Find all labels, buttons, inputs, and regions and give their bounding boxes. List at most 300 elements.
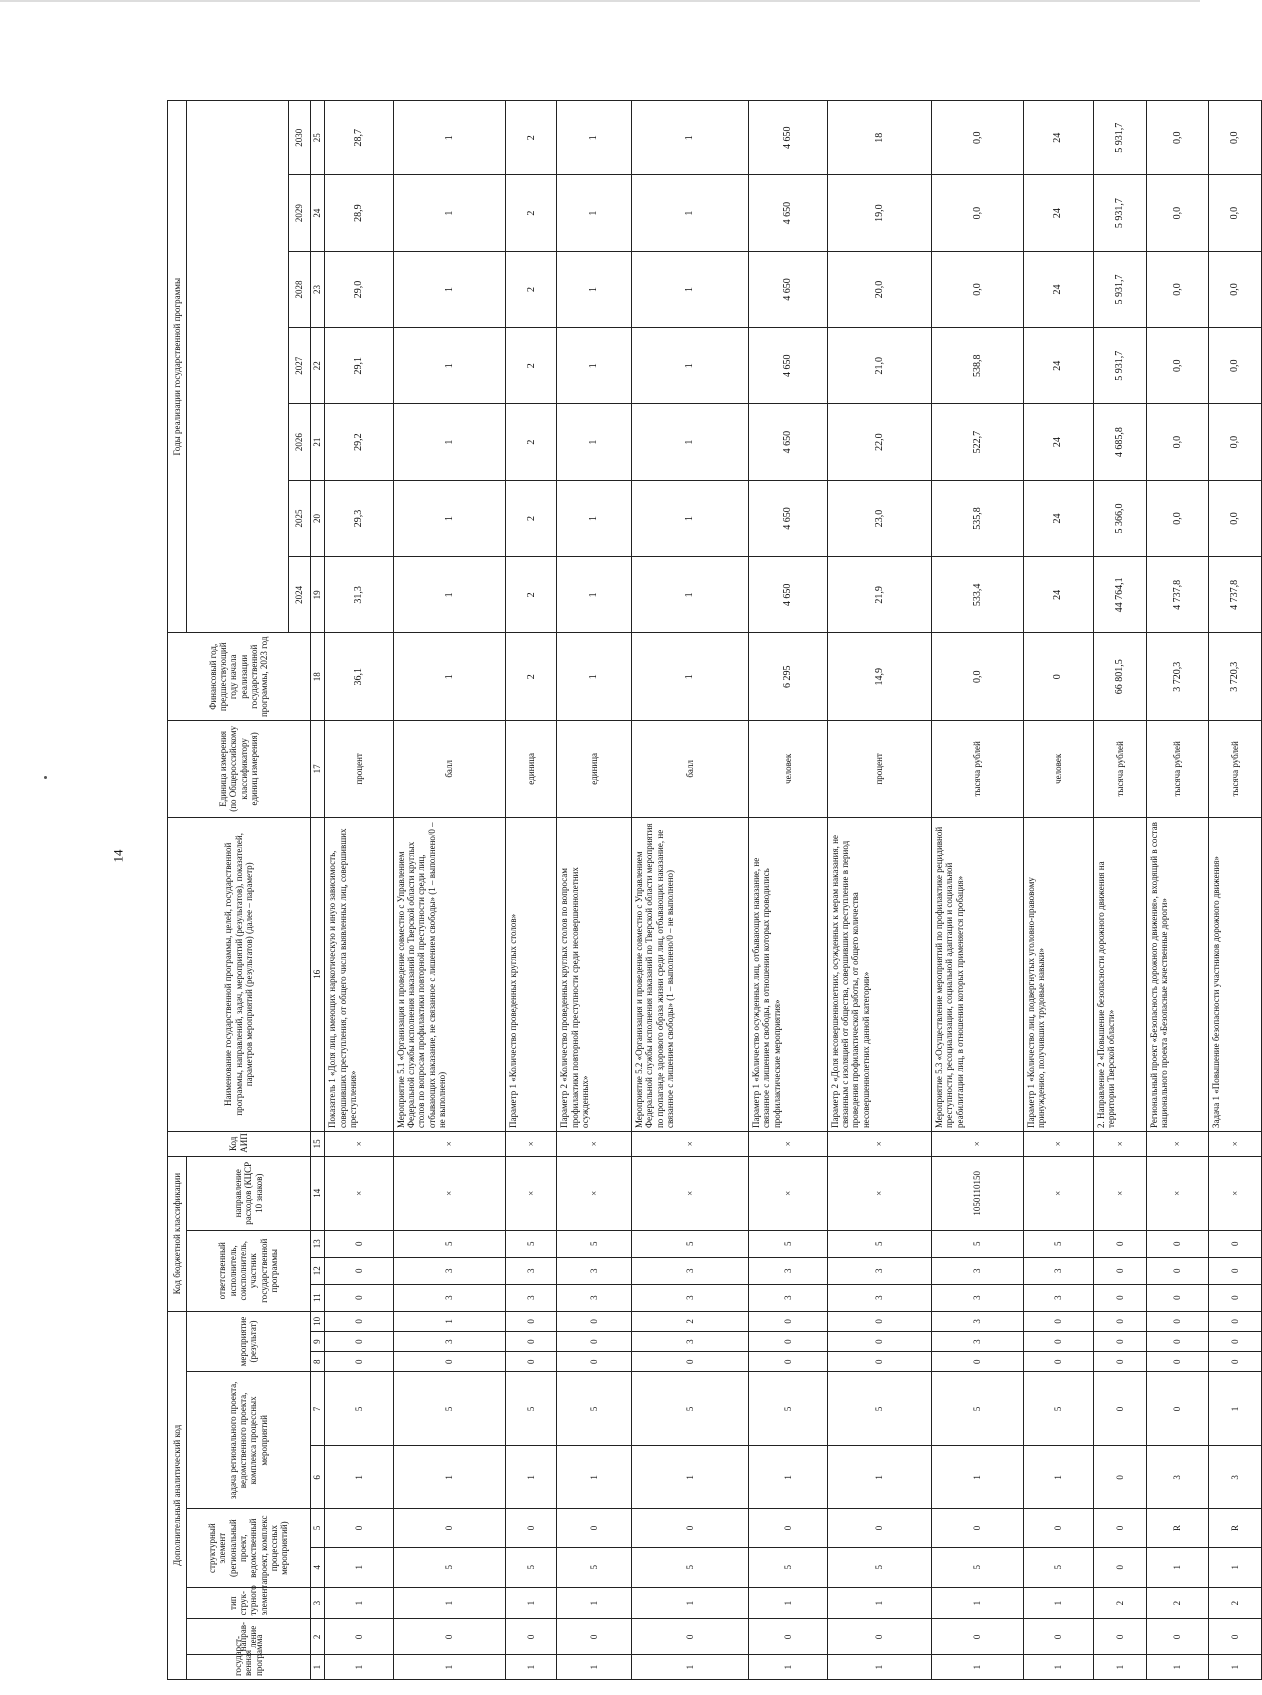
unit-cell: тысяча рублей (932, 721, 1024, 818)
code-cell: 1 (325, 1587, 393, 1618)
item-name-cell: Параметр 2 «Количество проведенных круглых столов по вопросам профилактики повторной преступности среди несовершеннолетних осужденных» (557, 817, 631, 1131)
code-cell: 3 (1023, 1257, 1093, 1284)
table-row (748, 101, 827, 1680)
code-cell: 0 (1208, 1311, 1261, 1331)
year-value-cell: 24 (1023, 175, 1093, 251)
year-value-cell: 0,0 (1208, 251, 1261, 327)
code-cell: 0 (1146, 1331, 1208, 1351)
year-value-cell: 1 (631, 557, 748, 633)
code-cell: × (1093, 1156, 1146, 1230)
code-cell: 0 (631, 1619, 748, 1655)
year-value-cell: 0,0 (1146, 328, 1208, 404)
code-cell: 0 (1093, 1372, 1146, 1446)
code-cell: 0 (748, 1619, 827, 1655)
code-cell: 0 (1208, 1257, 1261, 1284)
code-cell: × (932, 1132, 1024, 1157)
code-cell: 1 (827, 1587, 931, 1618)
code-cell: 1 (1093, 1655, 1146, 1680)
code-cell: 3 (1023, 1284, 1093, 1311)
column-number: 22 (310, 328, 325, 404)
code-cell: 0 (506, 1352, 557, 1372)
code-cell: 0 (827, 1619, 931, 1655)
unit-cell: человек (1023, 721, 1093, 818)
unit-cell: балл (631, 721, 748, 818)
table-row (506, 101, 557, 1680)
code-cell: 0 (557, 1509, 631, 1547)
code-cell: 1 (1023, 1446, 1093, 1509)
header-additional-code: Дополнительный аналитический код (168, 1311, 187, 1679)
year-value-cell: 1 (631, 101, 748, 175)
year-value-cell: 1 (631, 480, 748, 556)
code-cell: 1 (393, 1587, 506, 1618)
year-value-cell: 21,0 (827, 328, 931, 404)
year-value-cell: 4 650 (748, 480, 827, 556)
code-cell: 3 (631, 1257, 748, 1284)
year-value-cell: 1 (393, 480, 506, 556)
unit-cell: процент (325, 721, 393, 818)
year-value-cell: 0,0 (1146, 480, 1208, 556)
unit-cell: процент (827, 721, 931, 818)
code-cell: 5 (1023, 1547, 1093, 1587)
item-name-cell: Показатель 1 «Доля лиц, имеющих наркотическую и иную зависимость, совершивших преступления, от общего числа выявленных лиц, совершивших преступления» (325, 817, 393, 1131)
code-cell: 1 (506, 1446, 557, 1509)
unit-cell: тысяча рублей (1208, 721, 1261, 818)
code-cell: 5 (325, 1372, 393, 1446)
unit-cell: тысяча рублей (1146, 721, 1208, 818)
header-year: 2024 (289, 557, 310, 633)
year-value-cell: 1 (557, 557, 631, 633)
header-year: 2026 (289, 404, 310, 480)
code-cell: 0 (827, 1311, 931, 1331)
rotated-page-content (167, 100, 1262, 1680)
code-cell: × (631, 1156, 748, 1230)
code-cell: 0 (1093, 1619, 1146, 1655)
year-value-cell: 1 (631, 404, 748, 480)
year-value-cell: 0,0 (1146, 404, 1208, 480)
code-cell: 3 (932, 1284, 1024, 1311)
header-task: задача регионального проекта, ведомственного проекта, комплекса процессных мероприятий (187, 1372, 310, 1509)
column-number: 8 (310, 1352, 325, 1372)
code-cell: 5 (631, 1372, 748, 1446)
code-cell: × (1146, 1132, 1208, 1157)
column-number: 21 (310, 404, 325, 480)
year-value-cell: 31,3 (325, 557, 393, 633)
code-cell: 1 (1146, 1655, 1208, 1680)
item-name-cell: Мероприятие 5.3 «Осуществление мероприятий по профилактике рецидивной преступности, ресоциализации, социальной адаптации и социальной реабилитации лиц, в отношении которых применяется пробация» (932, 817, 1024, 1131)
code-cell: × (506, 1132, 557, 1157)
code-cell: 1 (1023, 1587, 1093, 1618)
item-name-cell: Мероприятие 5.1 «Организация и проведение совместно с Управлением Федеральной службы исполнения наказаний по Тверской области круглых столов по вопросам профилактики повторной преступности среди лиц, отбывающих наказание, не связанное с лишением свободы» (1 – выполнено/0 – не выполнено) (393, 817, 506, 1131)
table-row (393, 101, 506, 1680)
code-cell: 5 (393, 1230, 506, 1257)
header-year: 2029 (289, 175, 310, 251)
year-value-cell: 29,0 (325, 251, 393, 327)
code-cell: 0 (1208, 1284, 1261, 1311)
header-event: мероприятие (результат) (187, 1311, 310, 1372)
code-cell: 2 (1146, 1587, 1208, 1618)
year-value-cell: 24 (1023, 101, 1093, 175)
column-number: 15 (310, 1132, 325, 1157)
code-cell: 5 (932, 1547, 1024, 1587)
year-value-cell: 535,8 (932, 480, 1024, 556)
year-value-cell: 18 (827, 101, 931, 175)
code-cell: × (325, 1156, 393, 1230)
code-cell: 5 (393, 1547, 506, 1587)
code-cell: 3 (393, 1331, 506, 1351)
year-value-cell: 1 (557, 175, 631, 251)
column-number: 13 (310, 1230, 325, 1257)
column-number: 4 (310, 1547, 325, 1587)
base-year-value-cell: 1 (631, 633, 748, 721)
year-value-cell: 538,8 (932, 328, 1024, 404)
code-cell: 3 (932, 1311, 1024, 1331)
year-value-cell: 5 931,7 (1093, 101, 1146, 175)
year-value-cell: 1 (393, 251, 506, 327)
year-value-cell: 2 (506, 404, 557, 480)
year-value-cell: 29,3 (325, 480, 393, 556)
base-year-value-cell: 1 (557, 633, 631, 721)
header-base-year: Финансовый год, предшествующий году начала реализации государственной программы, 2023 год (168, 633, 311, 721)
code-cell: × (748, 1156, 827, 1230)
unit-cell: единица (557, 721, 631, 818)
year-value-cell: 4 685,8 (1093, 404, 1146, 480)
header-apt-code: Код АИП (168, 1132, 311, 1157)
code-cell: 0 (506, 1509, 557, 1547)
year-value-cell: 29,2 (325, 404, 393, 480)
column-number: 7 (310, 1372, 325, 1446)
table-row (325, 101, 393, 1680)
code-cell: 3 (557, 1284, 631, 1311)
year-value-cell: 24 (1023, 480, 1093, 556)
year-value-cell: 0,0 (1146, 175, 1208, 251)
code-cell: 0 (1023, 1509, 1093, 1547)
code-cell: 5 (506, 1547, 557, 1587)
column-number: 17 (310, 721, 325, 818)
base-year-value-cell: 3 720,3 (1146, 633, 1208, 721)
item-name-cell: Параметр 1 «Количество проведенных круглых столов» (506, 817, 557, 1131)
code-cell: 5 (393, 1372, 506, 1446)
code-cell: 1 (557, 1587, 631, 1618)
code-cell: 0 (1023, 1311, 1093, 1331)
year-value-cell: 0,0 (932, 251, 1024, 327)
year-value-cell: 1 (393, 404, 506, 480)
header-struct-element: структурный элемент (региональный проект, ведомственный проект, комплекс процессных мероприятий) (187, 1509, 310, 1588)
code-cell: × (393, 1132, 506, 1157)
code-cell: 0 (393, 1509, 506, 1547)
code-cell: 0 (932, 1509, 1024, 1547)
code-cell: 1 (1208, 1547, 1261, 1587)
code-cell: 0 (1093, 1311, 1146, 1331)
code-cell: 1 (1208, 1372, 1261, 1446)
code-cell: 1 (932, 1587, 1024, 1618)
code-cell: 5 (631, 1547, 748, 1587)
code-cell: 0 (1093, 1230, 1146, 1257)
year-value-cell: 2 (506, 480, 557, 556)
code-cell: 5 (748, 1372, 827, 1446)
year-value-cell: 28,9 (325, 175, 393, 251)
column-number: 14 (310, 1156, 325, 1230)
header-struct-type: тип струк-турного элемента (187, 1587, 310, 1618)
year-value-cell: 22,0 (827, 404, 931, 480)
year-value-cell: 5 366,0 (1093, 480, 1146, 556)
table-row (557, 101, 631, 1680)
code-cell: 1 (557, 1655, 631, 1680)
code-cell: 1 (1023, 1655, 1093, 1680)
code-cell: 5 (506, 1372, 557, 1446)
code-cell: 1 (325, 1446, 393, 1509)
code-cell: 0 (932, 1352, 1024, 1372)
base-year-value-cell: 2 (506, 633, 557, 721)
code-cell: 3 (557, 1257, 631, 1284)
code-cell: 0 (827, 1509, 931, 1547)
year-value-cell: 1 (393, 101, 506, 175)
code-cell: 3 (506, 1257, 557, 1284)
code-cell: 1 (557, 1446, 631, 1509)
code-cell: × (631, 1132, 748, 1157)
code-cell: 0 (325, 1284, 393, 1311)
code-cell: 0 (631, 1352, 748, 1372)
year-value-cell: 0,0 (1208, 328, 1261, 404)
code-cell: R (1146, 1509, 1208, 1547)
code-cell: 0 (506, 1331, 557, 1351)
code-cell: 0 (1208, 1352, 1261, 1372)
year-value-cell: 1 (393, 557, 506, 633)
code-cell: 0 (325, 1352, 393, 1372)
year-value-cell: 0,0 (932, 175, 1024, 251)
code-cell: 0 (1023, 1619, 1093, 1655)
year-value-cell: 19,0 (827, 175, 931, 251)
code-cell: 2 (631, 1311, 748, 1331)
year-value-cell: 4 650 (748, 328, 827, 404)
column-number: 3 (310, 1587, 325, 1618)
code-cell: 0 (1146, 1311, 1208, 1331)
base-year-value-cell: 36,1 (325, 633, 393, 721)
code-cell: × (557, 1156, 631, 1230)
base-year-value-cell: 66 801,5 (1093, 633, 1146, 721)
code-cell: 1 (631, 1446, 748, 1509)
code-cell: 1 (748, 1587, 827, 1618)
code-cell: 0 (557, 1619, 631, 1655)
code-cell: 1 (506, 1587, 557, 1618)
code-cell: 3 (1146, 1446, 1208, 1509)
code-cell: 0 (1208, 1230, 1261, 1257)
code-cell: 0 (1146, 1284, 1208, 1311)
table-row (1093, 101, 1146, 1680)
code-cell: 1 (932, 1655, 1024, 1680)
column-number: 16 (310, 817, 325, 1131)
code-cell: 0 (748, 1311, 827, 1331)
column-number: 12 (310, 1257, 325, 1284)
code-cell: 0 (1093, 1547, 1146, 1587)
code-cell: 0 (557, 1331, 631, 1351)
code-cell: 5 (827, 1230, 931, 1257)
code-cell: 3 (631, 1331, 748, 1351)
year-value-cell: 1 (557, 480, 631, 556)
code-cell: 3 (506, 1284, 557, 1311)
column-number: 9 (310, 1331, 325, 1351)
header-gov-program: государст-венная программа (187, 1655, 310, 1680)
column-number: 19 (310, 557, 325, 633)
code-cell: 0 (325, 1619, 393, 1655)
year-value-cell: 0,0 (1146, 101, 1208, 175)
program-table (167, 100, 1262, 1680)
header-name: Наименование государственной программы, целей, государственной программы, направлений, задач, мероприятий (результатов), показателей, параметров мероприятий (результатов) (далее – параметр) (168, 817, 311, 1131)
code-cell: 0 (1093, 1257, 1146, 1284)
code-cell: 1 (748, 1655, 827, 1680)
unit-cell: балл (393, 721, 506, 818)
table-row (631, 101, 748, 1680)
year-value-cell: 1 (393, 175, 506, 251)
code-cell: 5 (932, 1372, 1024, 1446)
year-value-cell: 4 737,8 (1208, 557, 1261, 633)
year-value-cell: 23,0 (827, 480, 931, 556)
header-row-1 (168, 101, 187, 1680)
year-value-cell: 2 (506, 328, 557, 404)
year-value-cell: 2 (506, 175, 557, 251)
code-cell: 5 (827, 1547, 931, 1587)
year-value-cell: 24 (1023, 251, 1093, 327)
code-cell: 0 (1146, 1257, 1208, 1284)
unit-cell: человек (748, 721, 827, 818)
year-value-cell: 1 (631, 328, 748, 404)
code-cell: × (393, 1156, 506, 1230)
base-year-value-cell: 14,9 (827, 633, 931, 721)
code-cell: 0 (1023, 1352, 1093, 1372)
header-budget-code: Код бюджетной классификации (168, 1156, 187, 1311)
year-value-cell: 24 (1023, 557, 1093, 633)
year-value-cell: 1 (557, 404, 631, 480)
header-expense-direction: направление расходов (КЦСР 10 знаков) (187, 1156, 310, 1230)
code-cell: 3 (631, 1284, 748, 1311)
header-unit: Единица измерения (по Общероссийскому классификатору единиц измерения) (168, 721, 311, 818)
code-cell: 0 (557, 1311, 631, 1331)
year-value-cell: 2 (506, 557, 557, 633)
year-value-cell: 20,0 (827, 251, 931, 327)
code-cell: 3 (827, 1284, 931, 1311)
code-cell: 0 (1146, 1352, 1208, 1372)
year-value-cell: 28,7 (325, 101, 393, 175)
code-cell: 1 (1208, 1655, 1261, 1680)
code-cell: × (557, 1132, 631, 1157)
header-year-spacer (187, 101, 289, 633)
base-year-value-cell: 3 720,3 (1208, 633, 1261, 721)
year-value-cell: 0,0 (1208, 480, 1261, 556)
code-cell: 0 (827, 1331, 931, 1351)
code-cell: 0 (1208, 1331, 1261, 1351)
column-number: 24 (310, 175, 325, 251)
year-value-cell: 4 650 (748, 251, 827, 327)
code-cell: 0 (631, 1509, 748, 1547)
code-cell: 0 (557, 1352, 631, 1372)
item-name-cell: 2. Направление 2 «Повышение безопасности дорожного движения на территории Тверской области» (1093, 817, 1146, 1131)
base-year-value-cell: 0,0 (932, 633, 1024, 721)
code-cell: 0 (827, 1352, 931, 1372)
code-cell: 3 (932, 1331, 1024, 1351)
header-year: 2030 (289, 101, 310, 175)
code-cell: 5 (748, 1230, 827, 1257)
code-cell: × (1093, 1132, 1146, 1157)
code-cell: × (1023, 1156, 1093, 1230)
code-cell: 3 (932, 1257, 1024, 1284)
code-cell: 0 (1093, 1352, 1146, 1372)
code-cell: 5 (1023, 1230, 1093, 1257)
code-cell: 5 (557, 1372, 631, 1446)
item-name-cell: Параметр 2 «Доля несовершеннолетних, осужденных к мерам наказания, не связанным с изоляцией от общества, совершивших преступление в период проведения профилактической работы, от общего количества несовершеннолетних данной категории» (827, 817, 931, 1131)
code-cell: 1 (827, 1446, 931, 1509)
column-number: 6 (310, 1446, 325, 1509)
year-value-cell: 21,9 (827, 557, 931, 633)
year-value-cell: 4 650 (748, 404, 827, 480)
header-executor: ответственный исполнитель, соисполнитель, участник государственной программы (187, 1230, 310, 1311)
base-year-value-cell: 0 (1023, 633, 1093, 721)
item-name-cell: Мероприятие 5.2 «Организация и проведение совместно с Управлением Федеральной службы исполнения наказаний по Тверской области мероприятия по пропаганде здорового образа жизни среди лиц, отбывающих наказание, не связанное с лишением свободы» (1 – выполнено/0 – не выполнено) (631, 817, 748, 1131)
unit-cell: единица (506, 721, 557, 818)
code-cell: 0 (325, 1311, 393, 1331)
year-value-cell: 5 931,7 (1093, 175, 1146, 251)
code-cell: 1 (827, 1655, 931, 1680)
code-cell: 5 (932, 1230, 1024, 1257)
code-cell: 2 (1093, 1587, 1146, 1618)
year-value-cell: 1 (557, 328, 631, 404)
year-value-cell: 5 931,7 (1093, 328, 1146, 404)
item-name-cell: Параметр 1 «Количество лиц, подвергнутых уголовно-правовому принуждению, получивших трудовые навыки» (1023, 817, 1093, 1131)
code-cell: 0 (325, 1331, 393, 1351)
code-cell: 3 (393, 1257, 506, 1284)
code-cell: 1 (631, 1655, 748, 1680)
code-cell: × (827, 1156, 931, 1230)
year-value-cell: 0,0 (932, 101, 1024, 175)
year-value-cell: 0,0 (1208, 404, 1261, 480)
year-value-cell: 0,0 (1208, 175, 1261, 251)
code-cell: 3 (748, 1257, 827, 1284)
scan-edge (0, 0, 1200, 2)
year-value-cell: 4 737,8 (1146, 557, 1208, 633)
item-name-cell: Параметр 1 «Количество осужденных лиц, отбывающих наказание, не связанное с лишением свободы, в отношении которых проводились профилактические мероприятия» (748, 817, 827, 1131)
header-year: 2028 (289, 251, 310, 327)
code-cell: 3 (393, 1284, 506, 1311)
code-cell: 0 (1093, 1331, 1146, 1351)
year-value-cell: 533,4 (932, 557, 1024, 633)
code-cell: 1 (506, 1655, 557, 1680)
code-cell: × (1208, 1132, 1261, 1157)
code-cell: 0 (393, 1619, 506, 1655)
year-value-cell: 24 (1023, 404, 1093, 480)
table-row (1146, 101, 1208, 1680)
year-value-cell: 2 (506, 251, 557, 327)
code-cell: 3 (1208, 1446, 1261, 1509)
code-cell: 0 (748, 1331, 827, 1351)
code-cell: 5 (506, 1230, 557, 1257)
code-cell: 1 (325, 1547, 393, 1587)
code-cell: 3 (827, 1257, 931, 1284)
code-cell: 0 (1093, 1509, 1146, 1547)
code-cell: × (325, 1132, 393, 1157)
unit-cell: тысяча рублей (1093, 721, 1146, 818)
code-cell: 1 (393, 1311, 506, 1331)
year-value-cell: 44 764,1 (1093, 557, 1146, 633)
scan-speck (44, 776, 47, 779)
column-number: 20 (310, 480, 325, 556)
code-cell: R (1208, 1509, 1261, 1547)
code-cell: 5 (1023, 1372, 1093, 1446)
code-cell: 0 (506, 1619, 557, 1655)
column-number: 1 (310, 1655, 325, 1680)
code-cell: 0 (1093, 1284, 1146, 1311)
column-number: 25 (310, 101, 325, 175)
header-year: 2027 (289, 328, 310, 404)
code-cell: 0 (506, 1311, 557, 1331)
year-value-cell: 5 931,7 (1093, 251, 1146, 327)
